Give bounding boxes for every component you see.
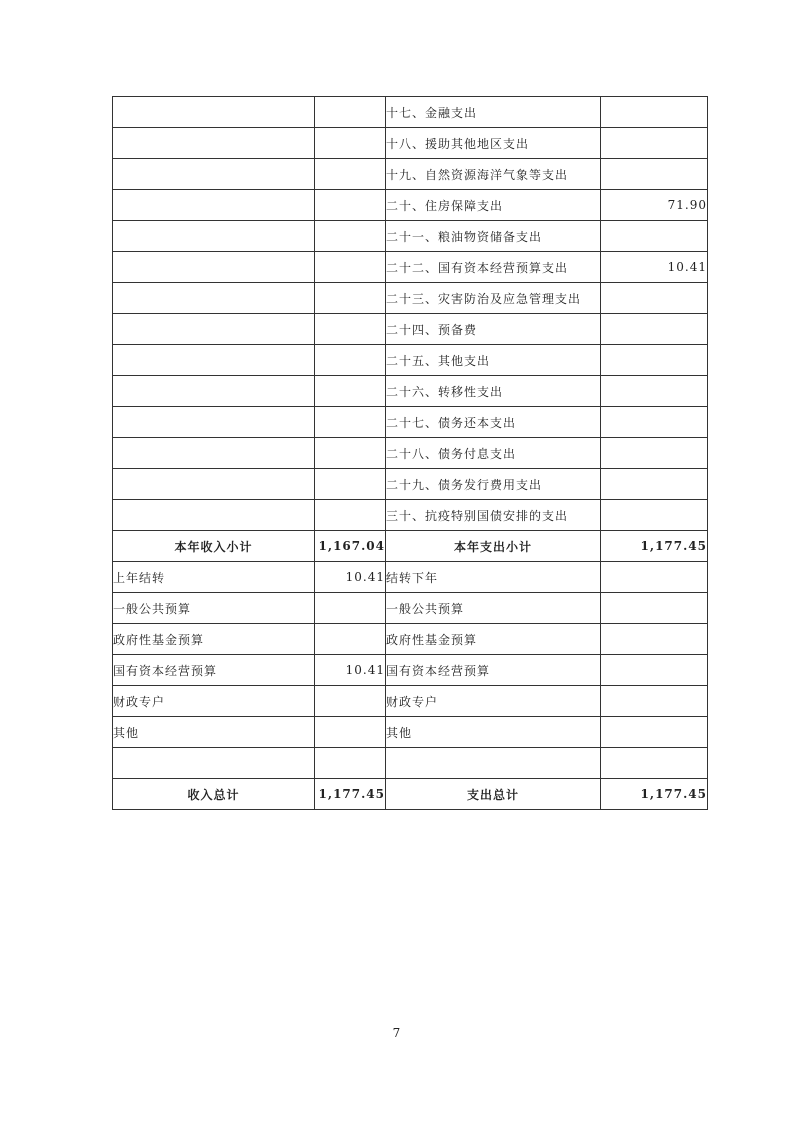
expense-label-cell: 二十七、债务还本支出 (386, 407, 601, 438)
expense-label-cell: 二十三、灾害防治及应急管理支出 (386, 283, 601, 314)
expense-value-cell: 10.41 (601, 252, 708, 283)
expense-value-cell (601, 376, 708, 407)
budget-table (112, 96, 708, 810)
expense-value-cell (601, 438, 708, 469)
carry-in-detail-label: 国有资本经营预算 (113, 655, 315, 686)
income-label-cell (113, 407, 315, 438)
income-value-cell (315, 252, 386, 283)
income-value-cell (315, 128, 386, 159)
expense-value-cell (601, 314, 708, 345)
carry-out-detail-label: 一般公共预算 (386, 593, 601, 624)
expense-value-cell (601, 500, 708, 531)
income-value-cell (315, 345, 386, 376)
expense-label-cell: 十八、援助其他地区支出 (386, 128, 601, 159)
carry-out-detail-value (601, 717, 708, 748)
income-label-cell (113, 500, 315, 531)
expense-label-cell: 二十二、国有资本经营预算支出 (386, 252, 601, 283)
expense-total-value: 1,177.45 (601, 779, 708, 810)
carry-out-detail-label: 国有资本经营预算 (386, 655, 601, 686)
income-label-cell (113, 97, 315, 128)
income-value-cell (315, 314, 386, 345)
carry-in-detail-label: 一般公共预算 (113, 593, 315, 624)
table-row (113, 190, 708, 221)
carry-in-label: 上年结转 (113, 562, 315, 593)
carry-out-detail-value (601, 655, 708, 686)
income-label-cell (113, 345, 315, 376)
carry-in-detail-label: 政府性基金预算 (113, 624, 315, 655)
carry-in-detail-value (315, 593, 386, 624)
carry-in-value: 10.41 (315, 562, 386, 593)
budget-table-body (113, 97, 708, 810)
income-value-cell (315, 159, 386, 190)
expense-value-cell (601, 159, 708, 190)
expense-label-cell: 二十九、债务发行费用支出 (386, 469, 601, 500)
carry-in-detail-value (315, 717, 386, 748)
carry-in-detail-label: 财政专户 (113, 686, 315, 717)
income-label-cell (113, 438, 315, 469)
table-row (113, 283, 708, 314)
expense-value-cell (601, 97, 708, 128)
carry-in-detail-value (315, 686, 386, 717)
table-row (113, 407, 708, 438)
income-value-cell (315, 97, 386, 128)
table-row (113, 128, 708, 159)
total-row (113, 779, 708, 810)
income-label-cell (113, 190, 315, 221)
expense-label-cell: 二十一、粮油物资储备支出 (386, 221, 601, 252)
expense-total-label: 支出总计 (386, 779, 601, 810)
carry-in-detail-value (315, 624, 386, 655)
income-value-cell (315, 500, 386, 531)
carry-out-detail-label: 财政专户 (386, 686, 601, 717)
expense-subtotal-label: 本年支出小计 (386, 531, 601, 562)
income-label-cell (113, 252, 315, 283)
income-subtotal-value: 1,167.04 (315, 531, 386, 562)
table-row (113, 438, 708, 469)
carry-in-detail-label: 其他 (113, 717, 315, 748)
table-row (113, 159, 708, 190)
empty-cell (386, 748, 601, 779)
income-total-label: 收入总计 (113, 779, 315, 810)
income-value-cell (315, 283, 386, 314)
empty-cell (315, 748, 386, 779)
blank-row (113, 748, 708, 779)
expense-label-cell: 十七、金融支出 (386, 97, 601, 128)
carry-out-detail-value (601, 593, 708, 624)
carry-out-label: 结转下年 (386, 562, 601, 593)
carry-detail-row (113, 717, 708, 748)
carry-in-detail-value: 10.41 (315, 655, 386, 686)
table-row (113, 314, 708, 345)
expense-label-cell: 二十、住房保障支出 (386, 190, 601, 221)
income-label-cell (113, 376, 315, 407)
table-row (113, 221, 708, 252)
carry-detail-row (113, 686, 708, 717)
income-value-cell (315, 190, 386, 221)
expense-value-cell (601, 128, 708, 159)
income-value-cell (315, 221, 386, 252)
expense-subtotal-value: 1,177.45 (601, 531, 708, 562)
carry-detail-row (113, 655, 708, 686)
expense-value-cell (601, 221, 708, 252)
expense-label-cell: 二十五、其他支出 (386, 345, 601, 376)
carry-out-value (601, 562, 708, 593)
carry-out-detail-value (601, 686, 708, 717)
income-label-cell (113, 128, 315, 159)
income-total-value: 1,177.45 (315, 779, 386, 810)
income-value-cell (315, 469, 386, 500)
carry-row (113, 562, 708, 593)
expense-value-cell (601, 407, 708, 438)
table-row (113, 252, 708, 283)
table-row (113, 97, 708, 128)
expense-value-cell: 71.90 (601, 190, 708, 221)
income-label-cell (113, 314, 315, 345)
empty-cell (601, 748, 708, 779)
table-row (113, 376, 708, 407)
expense-label-cell: 二十八、债务付息支出 (386, 438, 601, 469)
empty-cell (113, 748, 315, 779)
income-label-cell (113, 221, 315, 252)
income-value-cell (315, 376, 386, 407)
carry-out-detail-label: 政府性基金预算 (386, 624, 601, 655)
expense-value-cell (601, 345, 708, 376)
income-value-cell (315, 438, 386, 469)
expense-label-cell: 二十六、转移性支出 (386, 376, 601, 407)
expense-label-cell: 十九、自然资源海洋气象等支出 (386, 159, 601, 190)
expense-value-cell (601, 283, 708, 314)
income-value-cell (315, 407, 386, 438)
table-row (113, 469, 708, 500)
expense-label-cell: 三十、抗疫特别国债安排的支出 (386, 500, 601, 531)
income-subtotal-label: 本年收入小计 (113, 531, 315, 562)
table-row (113, 500, 708, 531)
income-label-cell (113, 159, 315, 190)
subtotal-row (113, 531, 708, 562)
expense-value-cell (601, 469, 708, 500)
income-label-cell (113, 283, 315, 314)
income-label-cell (113, 469, 315, 500)
table-row (113, 345, 708, 376)
carry-detail-row (113, 593, 708, 624)
carry-detail-row (113, 624, 708, 655)
expense-label-cell: 二十四、预备费 (386, 314, 601, 345)
page-number: 7 (392, 1026, 401, 1040)
carry-out-detail-label: 其他 (386, 717, 601, 748)
carry-out-detail-value (601, 624, 708, 655)
